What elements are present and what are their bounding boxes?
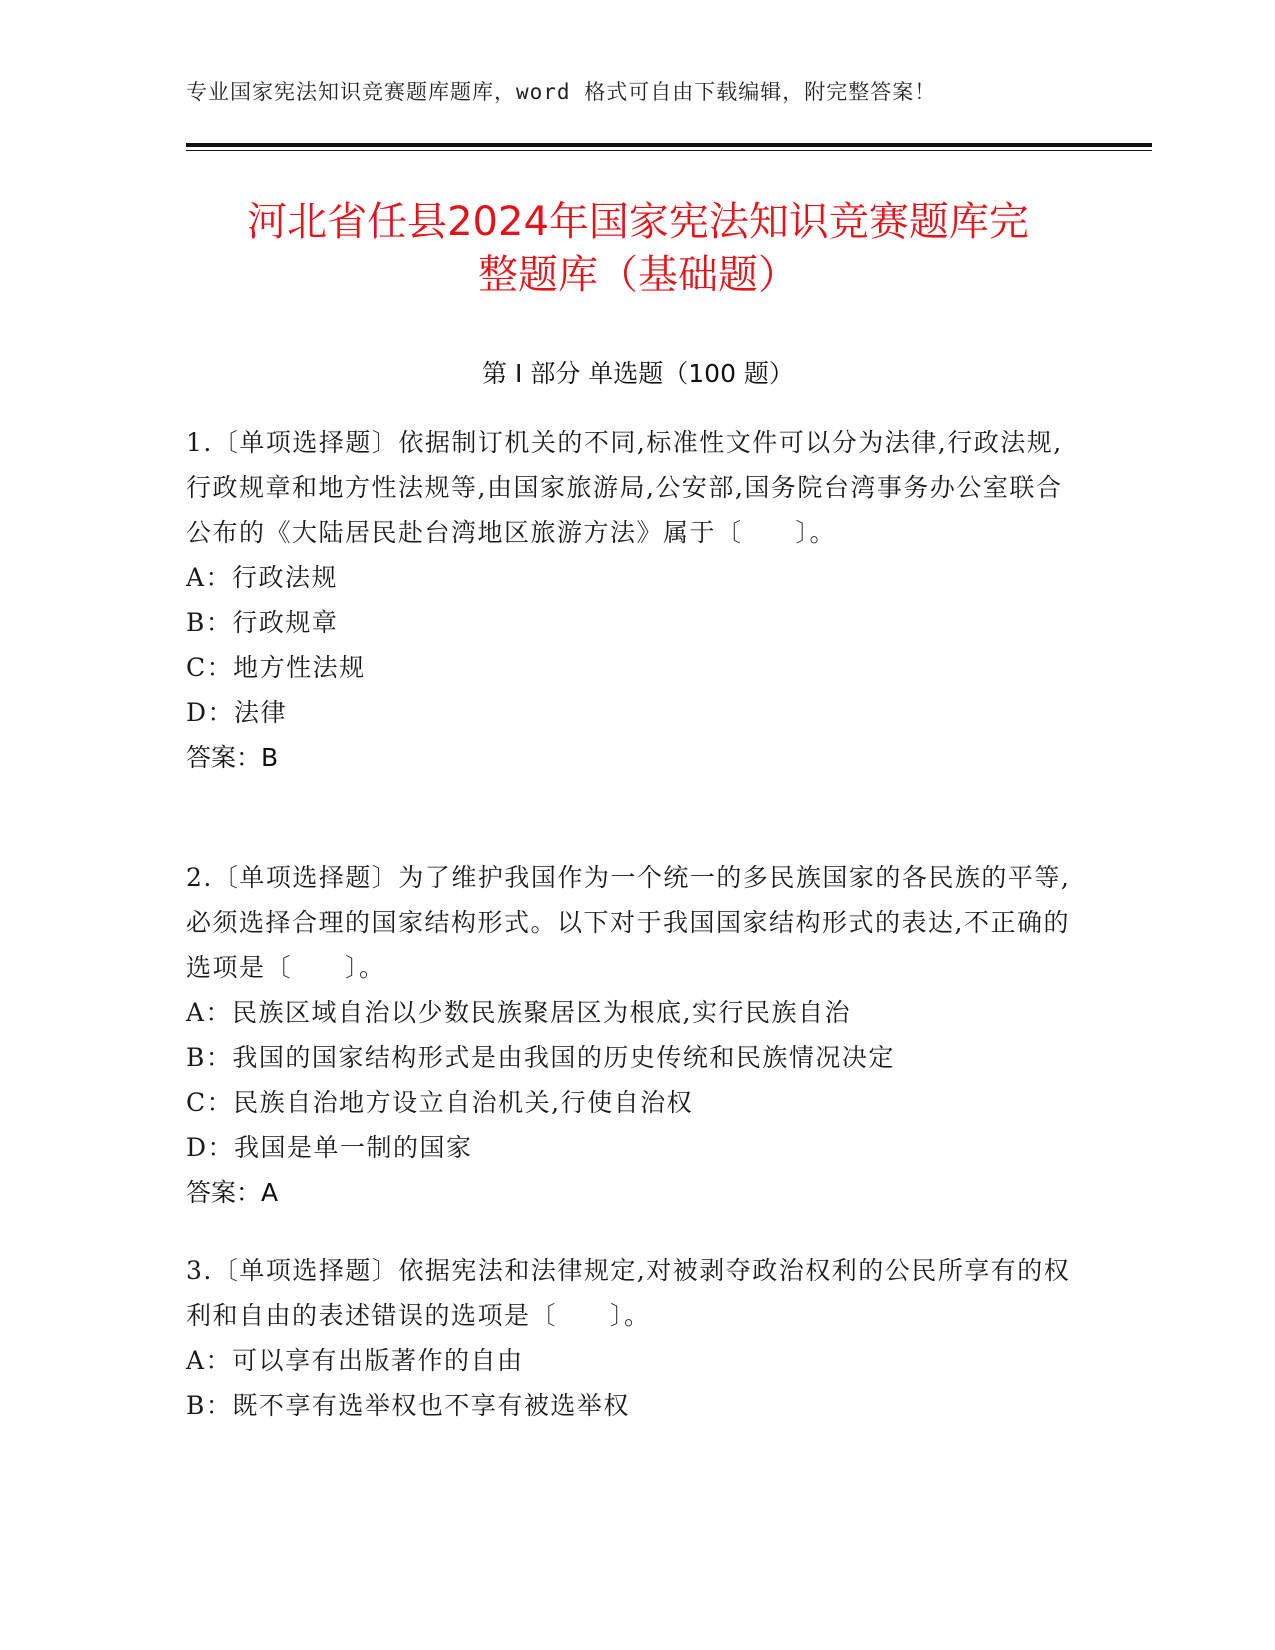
document-title xyxy=(186,196,1090,302)
option-a: A：行政法规 xyxy=(186,563,339,592)
question-3 xyxy=(186,1248,1076,1428)
option-b: B：行政规章 xyxy=(186,608,339,637)
section-heading: 第 I 部分 单选题（100 题） xyxy=(482,359,794,388)
document-title-line-2: 整题库（基础题） xyxy=(478,252,798,298)
question-2 xyxy=(186,855,1076,1215)
question-1 xyxy=(186,420,1076,780)
option-a: A：民族区域自治以少数民族聚居区为根底,实行民族自治 xyxy=(186,998,852,1027)
option-c: C：地方性法规 xyxy=(186,653,366,682)
answer: 答案：B xyxy=(186,743,279,772)
header-rule-thick xyxy=(186,143,1152,147)
question-stem: 3.〔单项选择题〕依据宪法和法律规定,对被剥夺政治权利的公民所享有的权利和自由的表述错误的选项是〔 〕。 xyxy=(186,1256,1071,1330)
answer: 答案：A xyxy=(186,1178,279,1207)
question-stem: 2.〔单项选择题〕为了维护我国作为一个统一的多民族国家的各民族的平等,必须选择合理的国家结构形式。以下对于我国国家结构形式的表达,不正确的选项是〔 〕。 xyxy=(186,863,1071,982)
option-b: B：既不享有选举权也不享有被选举权 xyxy=(186,1391,630,1420)
option-c: C：民族自治地方设立自治机关,行使自治权 xyxy=(186,1088,694,1117)
header-note: 专业国家宪法知识竞赛题库题库，word 格式可自由下载编辑，附完整答案！ xyxy=(186,80,937,104)
question-stem: 1.〔单项选择题〕依据制订机关的不同,标准性文件可以分为法律,行政法规,行政规章和地方性法规等,由国家旅游局,公安部,国务院台湾事务办公室联合公布的《大陆居民赴台湾地区旅游方法》属于〔 〕。 xyxy=(186,428,1063,547)
document-title-line-1: 河北省任县2024年国家宪法知识竞赛题库完 xyxy=(247,199,1029,245)
option-a: A：可以享有出版著作的自由 xyxy=(186,1346,524,1375)
header-rule-thin xyxy=(186,150,1152,151)
option-b: B：我国的国家结构形式是由我国的历史传统和民族情况决定 xyxy=(186,1043,895,1072)
option-d: D：我国是单一制的国家 xyxy=(186,1133,473,1162)
option-d: D：法律 xyxy=(186,698,288,727)
